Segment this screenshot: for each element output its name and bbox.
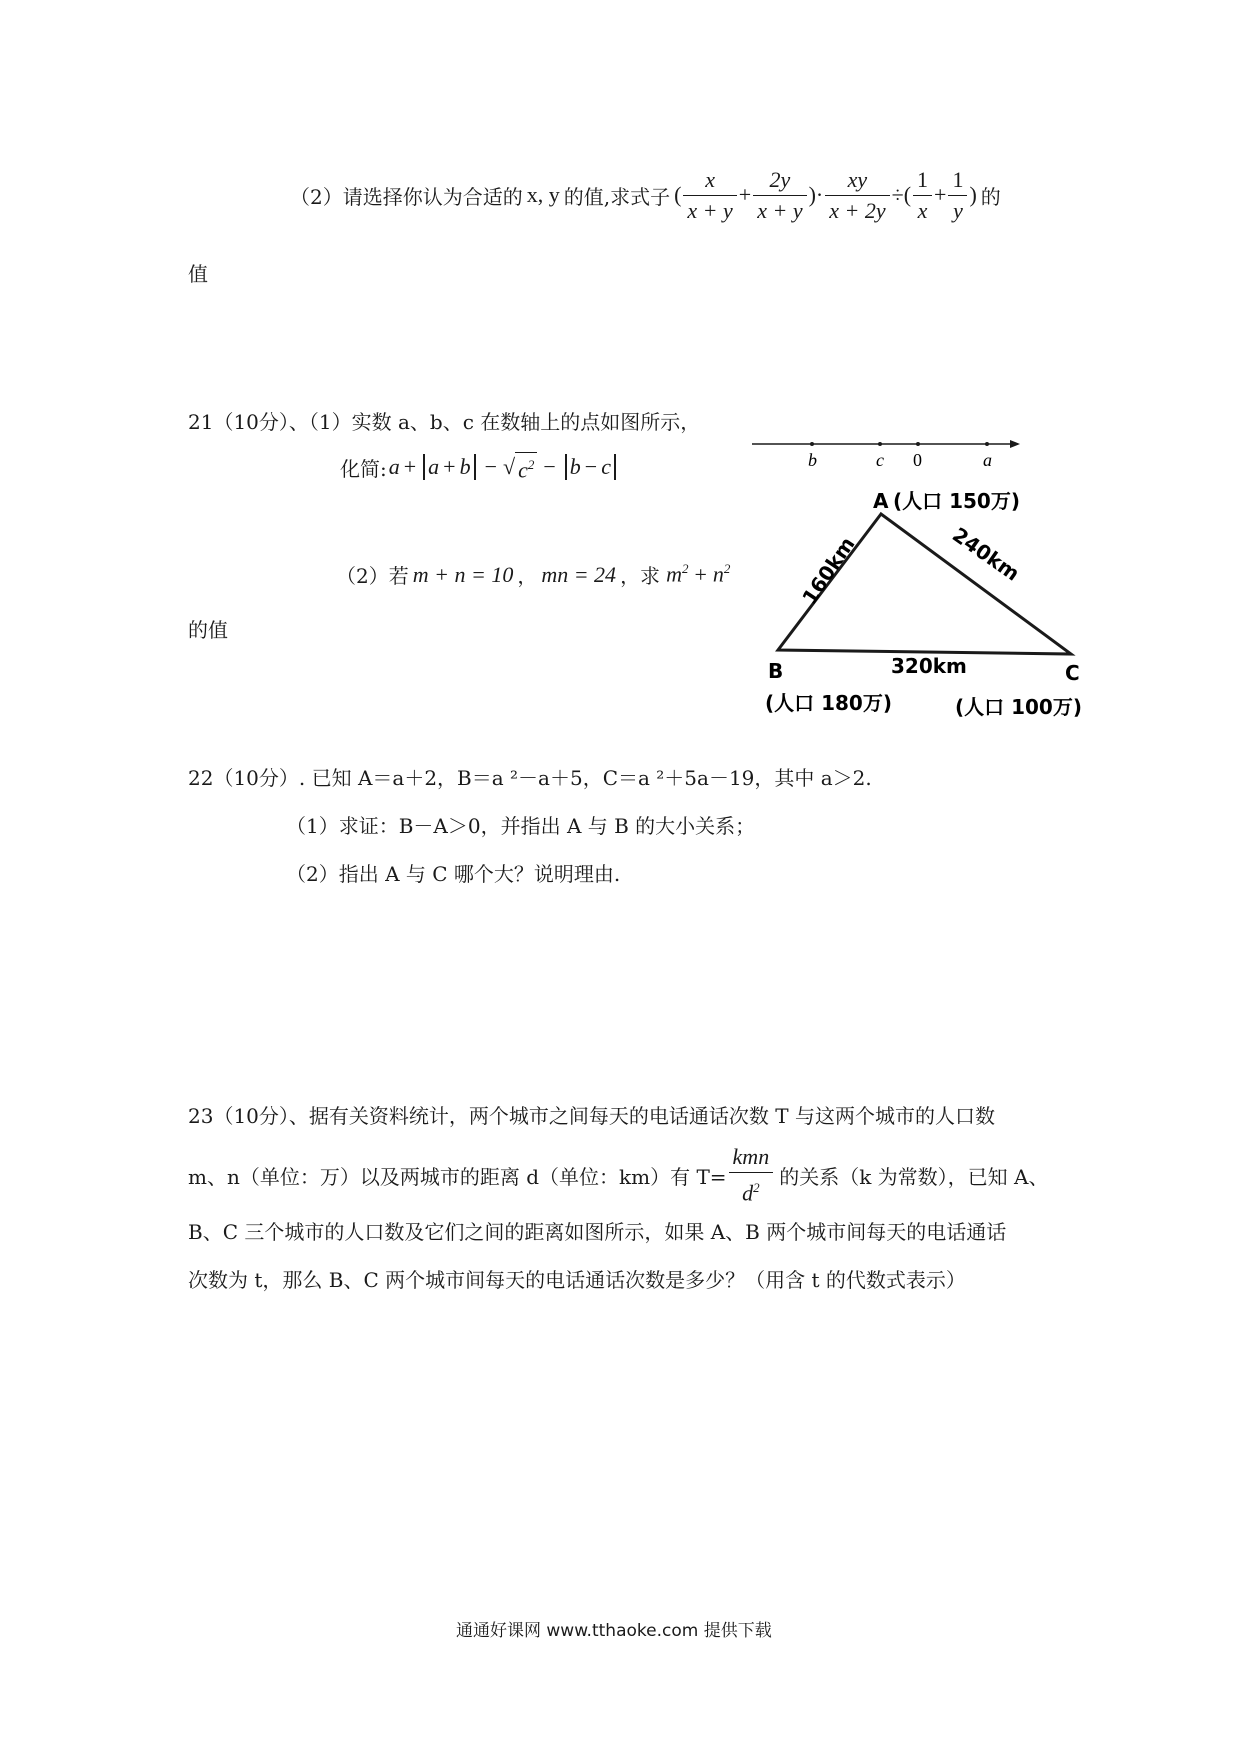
vertex-a-population: (人口 150万) — [893, 489, 1020, 513]
number-line-label-0: 0 — [913, 450, 922, 470]
q21-part2: （2）若 m + n = 10 ， mn = 24 ，求 $m^2$ + $n^2$ — [336, 561, 731, 588]
vertex-c-population: (人口 100万) — [955, 695, 1082, 719]
vertex-a-label: A — [873, 489, 889, 513]
q21-head: 21（10分）、（1）实数 a、b、c 在数轴上的点如图所示， — [188, 410, 701, 434]
q22-part2: （2）指出 A 与 C 哪个大？说明理由. — [286, 862, 621, 886]
q20-part2: （2）请选择你认为合适的 x, y 的值,求式子 ( $\frac{x}{x + y}$ + $\frac{2y}{x + y}$ )· $\frac{xy}{x + 2y}$ ÷( $\frac{1}{x}$ + $\frac{1}{y}$ ) 的 — [290, 160, 1001, 230]
side-ab-distance: 160km — [797, 532, 860, 609]
q20-vars: x, y — [526, 182, 560, 207]
fraction-xy-over-x2y: $\frac{xy}{x + 2y}$ — [825, 165, 889, 226]
triangle-figure — [765, 488, 1095, 728]
q23-line1: 23（10分）、据有关资料统计，两个城市之间每天的电话通话次数 T 与这两个城市的人口数 — [188, 1104, 995, 1128]
number-line-label-a: a — [983, 450, 992, 470]
number-line-label-b: b — [808, 450, 817, 470]
number-line — [750, 430, 1030, 470]
q22-part1: （1）求证：B－A＞0，并指出 A 与 B 的大小关系； — [286, 814, 756, 838]
q23-line2: m、n（单位：万）以及两城市的距离 d（单位：km）有 T= $\frac{\text{kmn}}{d^2}$ 的关系（k 为常数），已知 A、 — [188, 1140, 1048, 1210]
vertex-c-label: C — [1065, 661, 1080, 685]
side-bc-distance: 320km — [891, 654, 967, 678]
q21-simplify-expression: 化简: a + a + b − √ $c^2$ − b − c — [340, 452, 619, 482]
vertex-b-label: B — [768, 659, 784, 683]
vertex-b-population: (人口 180万) — [765, 691, 892, 715]
q21-tail: 的值 — [188, 618, 228, 642]
fraction-x-over-xy: $\frac{x}{x + y}$ — [683, 165, 736, 226]
q23-line4: 次数为 t，那么 B、C 两个城市间每天的电话通话次数是多少？（用含 t 的代数式表示） — [188, 1268, 966, 1292]
fraction-2y-over-xy: $\frac{2y}{x + y}$ — [753, 165, 806, 226]
footer: 通通好课网 www.tthaoke.com 提供下载 — [456, 1621, 772, 1641]
fraction-1-over-y: $\frac{1}{y}$ — [948, 165, 967, 226]
fraction-1-over-x: $\frac{1}{x}$ — [913, 165, 932, 226]
side-ac-distance: 240km — [948, 522, 1025, 586]
number-line-label-c: c — [876, 450, 884, 470]
q20-tail: 值 — [188, 262, 208, 286]
q23-line3: B、C 三个城市的人口数及它们之间的距离如图所示，如果 A、B 两个城市间每天的电话通话 — [188, 1220, 1007, 1244]
q22-head: 22（10分）. 已知 A＝a＋2，B＝a ²－a＋5，C＝a ²＋5a－19，其中 a＞2. — [188, 766, 872, 790]
fraction-kmn-over-d2: $\frac{\text{kmn}}{d^2}$ — [729, 1142, 774, 1208]
